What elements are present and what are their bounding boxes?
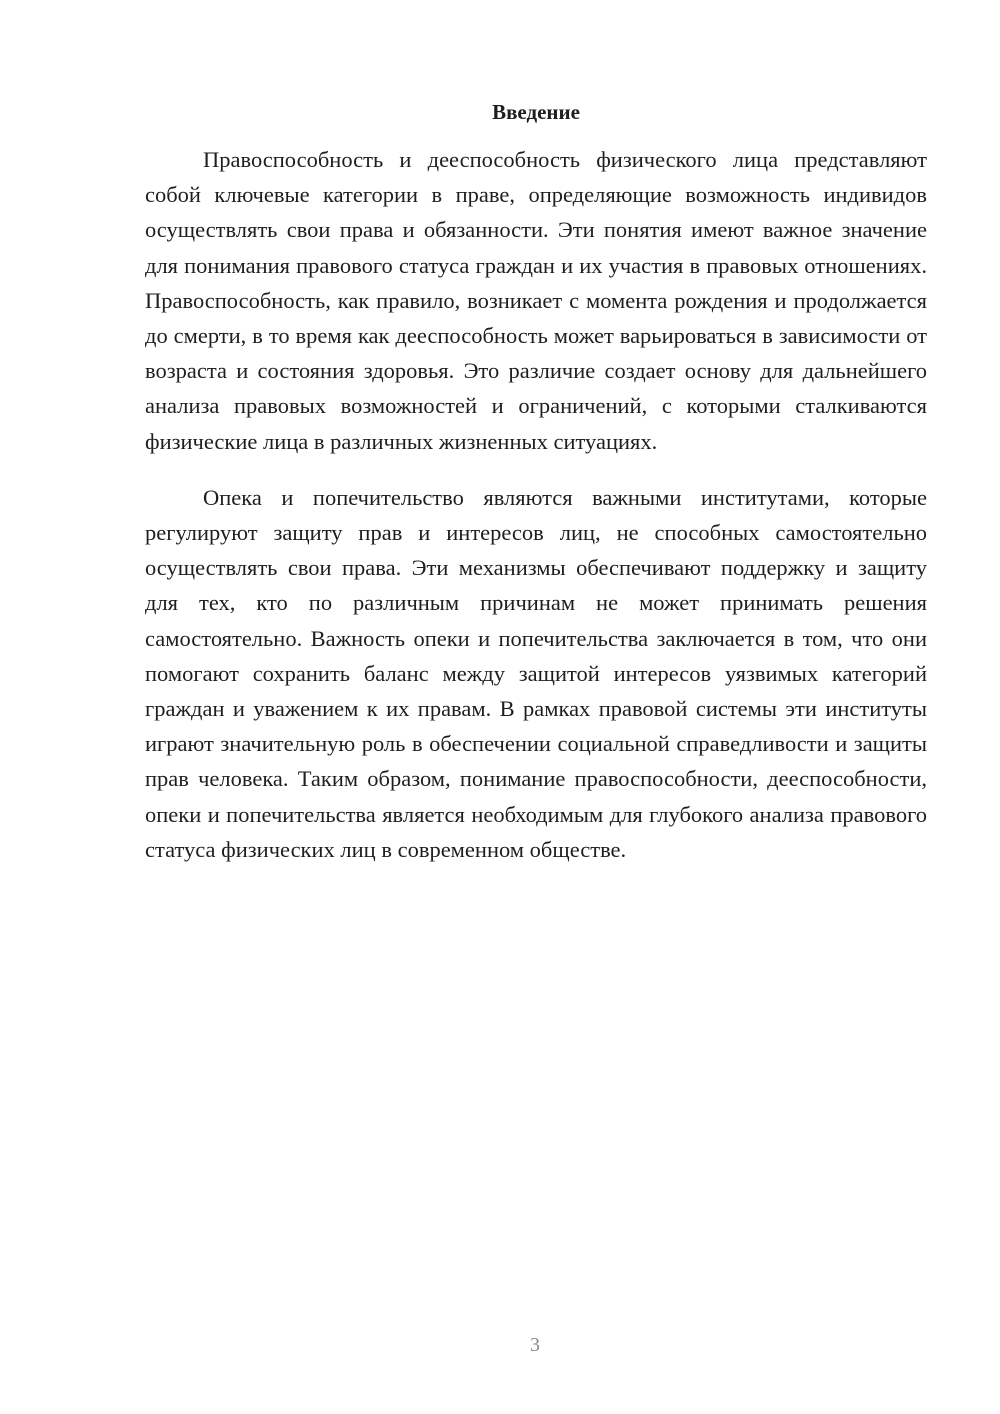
body-text: [145, 142, 927, 867]
page-number: 3: [530, 1334, 540, 1356]
paragraph-2: Опека и попечительство являются важными институтами, которые регулируют защиту прав и интересов лиц, не способных самостоятельно осуществлять свои права. Эти механизмы обеспечивают поддержку и защиту для тех, кто по различным причинам не может принимать решения самостоятельно. Важность опеки и попечительства заключается в том, что они помогают сохранить баланс между защитой интересов уязвимых категорий граждан и уважением к их правам. В рамках правовой системы эти институты играют значительную роль в обеспечении социальной справедливости и защиты прав человека. Таким образом, понимание правоспособности, дееспособности, опеки и попечительства является необходимым для глубокого анализа правового статуса физических лиц в современном обществе.: [145, 484, 927, 862]
paragraph-1: Правоспособность и дееспособность физического лица представляют собой ключевые категории в праве, определяющие возможность индивидов осуществлять свои права и обязанности. Эти понятия имеют важное значение для понимания правового статуса граждан и их участия в правовых отношениях. Правоспособность, как правило, возникает с момента рождения и продолжается до смерти, в то время как дееспособность может варьироваться в зависимости от возраста и состояния здоровья. Это различие создает основу для дальнейшего анализа правовых возможностей и ограничений, с которыми сталкиваются физические лица в различных жизненных ситуациях.: [145, 147, 927, 454]
section-heading: Введение: [492, 100, 580, 124]
